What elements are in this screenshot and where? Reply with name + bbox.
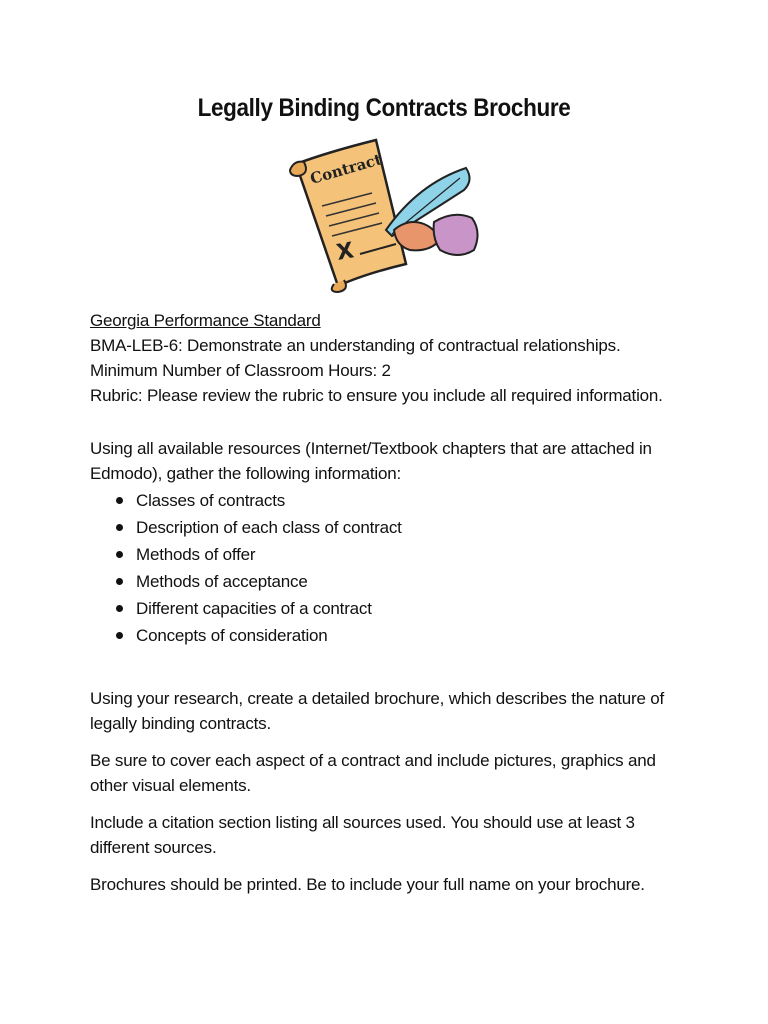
contract-signing-icon	[268, 134, 498, 294]
paragraph-printing: Brochures should be printed. Be to include your full name on your brochure.	[90, 875, 645, 894]
paragraph-citation: Include a citation section listing all sources used. You should use at least 3 different sources.	[90, 813, 635, 857]
list-item: Concepts of consideration	[90, 622, 690, 649]
list-item: Different capacities of a contract	[90, 595, 690, 622]
classroom-hours: Minimum Number of Classroom Hours: 2	[90, 361, 391, 380]
intro-line-1: Using all available resources (Internet/Textbook chapters that are attached in	[90, 439, 652, 458]
document-title: Legally Binding Contracts Brochure	[197, 94, 571, 122]
list-item: Methods of acceptance	[90, 568, 690, 595]
paragraph-aspects: Be sure to cover each aspect of a contract and include pictures, graphics and other visual elements.	[90, 751, 656, 795]
bullet-icon	[116, 578, 123, 585]
bullet-icon	[116, 551, 123, 558]
clipart-mark: X	[334, 238, 356, 266]
rubric-note: Rubric: Please review the rubric to ensure you include all required information.	[90, 386, 663, 405]
standard-code: BMA-LEB-6: Demonstrate an understanding of contractual relationships.	[90, 336, 621, 355]
requirements-list	[90, 487, 690, 649]
clipart-label: Contract	[308, 150, 384, 188]
bullet-icon	[116, 524, 123, 531]
standard-block	[90, 308, 690, 408]
list-item: Description of each class of contract	[90, 514, 690, 541]
list-item: Classes of contracts	[90, 487, 690, 514]
bullet-icon	[116, 605, 123, 612]
bullet-icon	[116, 497, 123, 504]
paragraph-research: Using your research, create a detailed brochure, which describes the nature of legally binding contracts.	[90, 689, 665, 733]
instructions-intro	[90, 436, 690, 486]
intro-line-2: Edmodo), gather the following information:	[90, 464, 401, 483]
bullet-icon	[116, 632, 123, 639]
standard-heading: Georgia Performance Standard	[90, 311, 321, 330]
list-item: Methods of offer	[90, 541, 690, 568]
